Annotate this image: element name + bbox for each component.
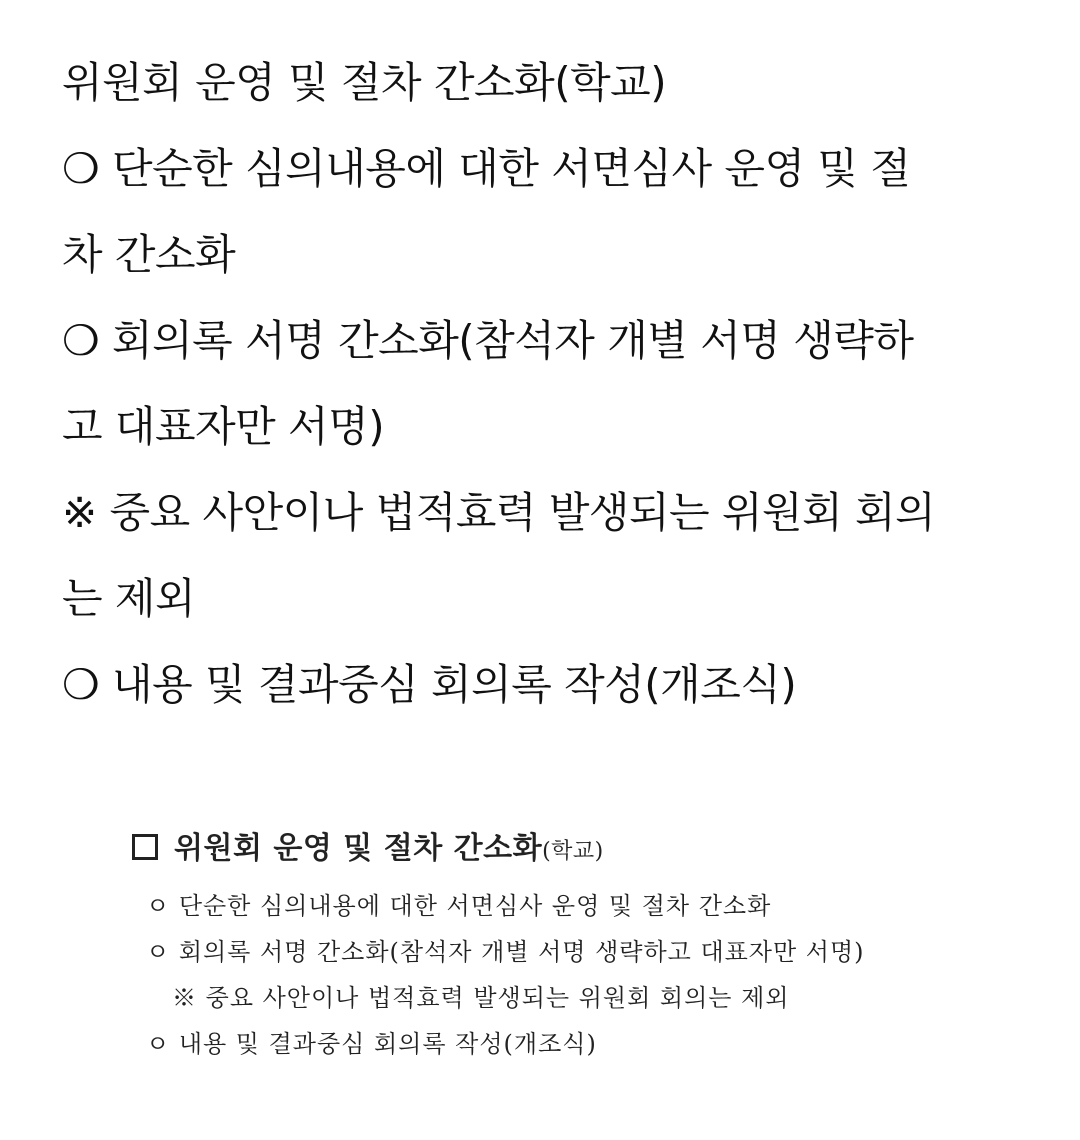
scan-item: ㅇ 단순한 심의내용에 대한 서면심사 운영 및 절차 간소화 [146,892,772,920]
scan-title-row [132,818,1012,883]
checkbox-icon [132,834,158,860]
bullet-continuation: 고 대표자만 서명) [62,402,385,451]
scanned-document-excerpt [132,818,1012,1067]
bullet-line: ❍ 단순한 심의내용에 대한 서면심사 운영 및 절 [62,144,911,193]
scan-title-sub: (학교) [542,839,604,864]
note-line: ※ 중요 사안이나 법적효력 발생되는 위원회 회의 [62,488,936,537]
bullet-line: ❍ 회의록 서명 간소화(참석자 개별 서명 생략하 [62,316,914,365]
note-continuation: 는 제외 [62,574,196,623]
scan-item: ㅇ 회의록 서명 간소화(참석자 개별 서명 생략하고 대표자만 서명) [146,938,865,966]
scan-item: ㅇ 내용 및 결과중심 회의록 작성(개조식) [146,1030,597,1058]
bullet-line: ❍ 내용 및 결과중심 회의록 작성(개조식) [62,660,797,709]
heading-line: 위원회 운영 및 절차 간소화(학교) [62,58,667,107]
top-text-block [62,40,1022,728]
bullet-continuation: 차 간소화 [62,230,236,279]
scan-title: 위원회 운영 및 절차 간소화 [174,831,543,866]
scan-note: ※ 중요 사안이나 법적효력 발생되는 위원회 회의는 제외 [172,984,790,1012]
